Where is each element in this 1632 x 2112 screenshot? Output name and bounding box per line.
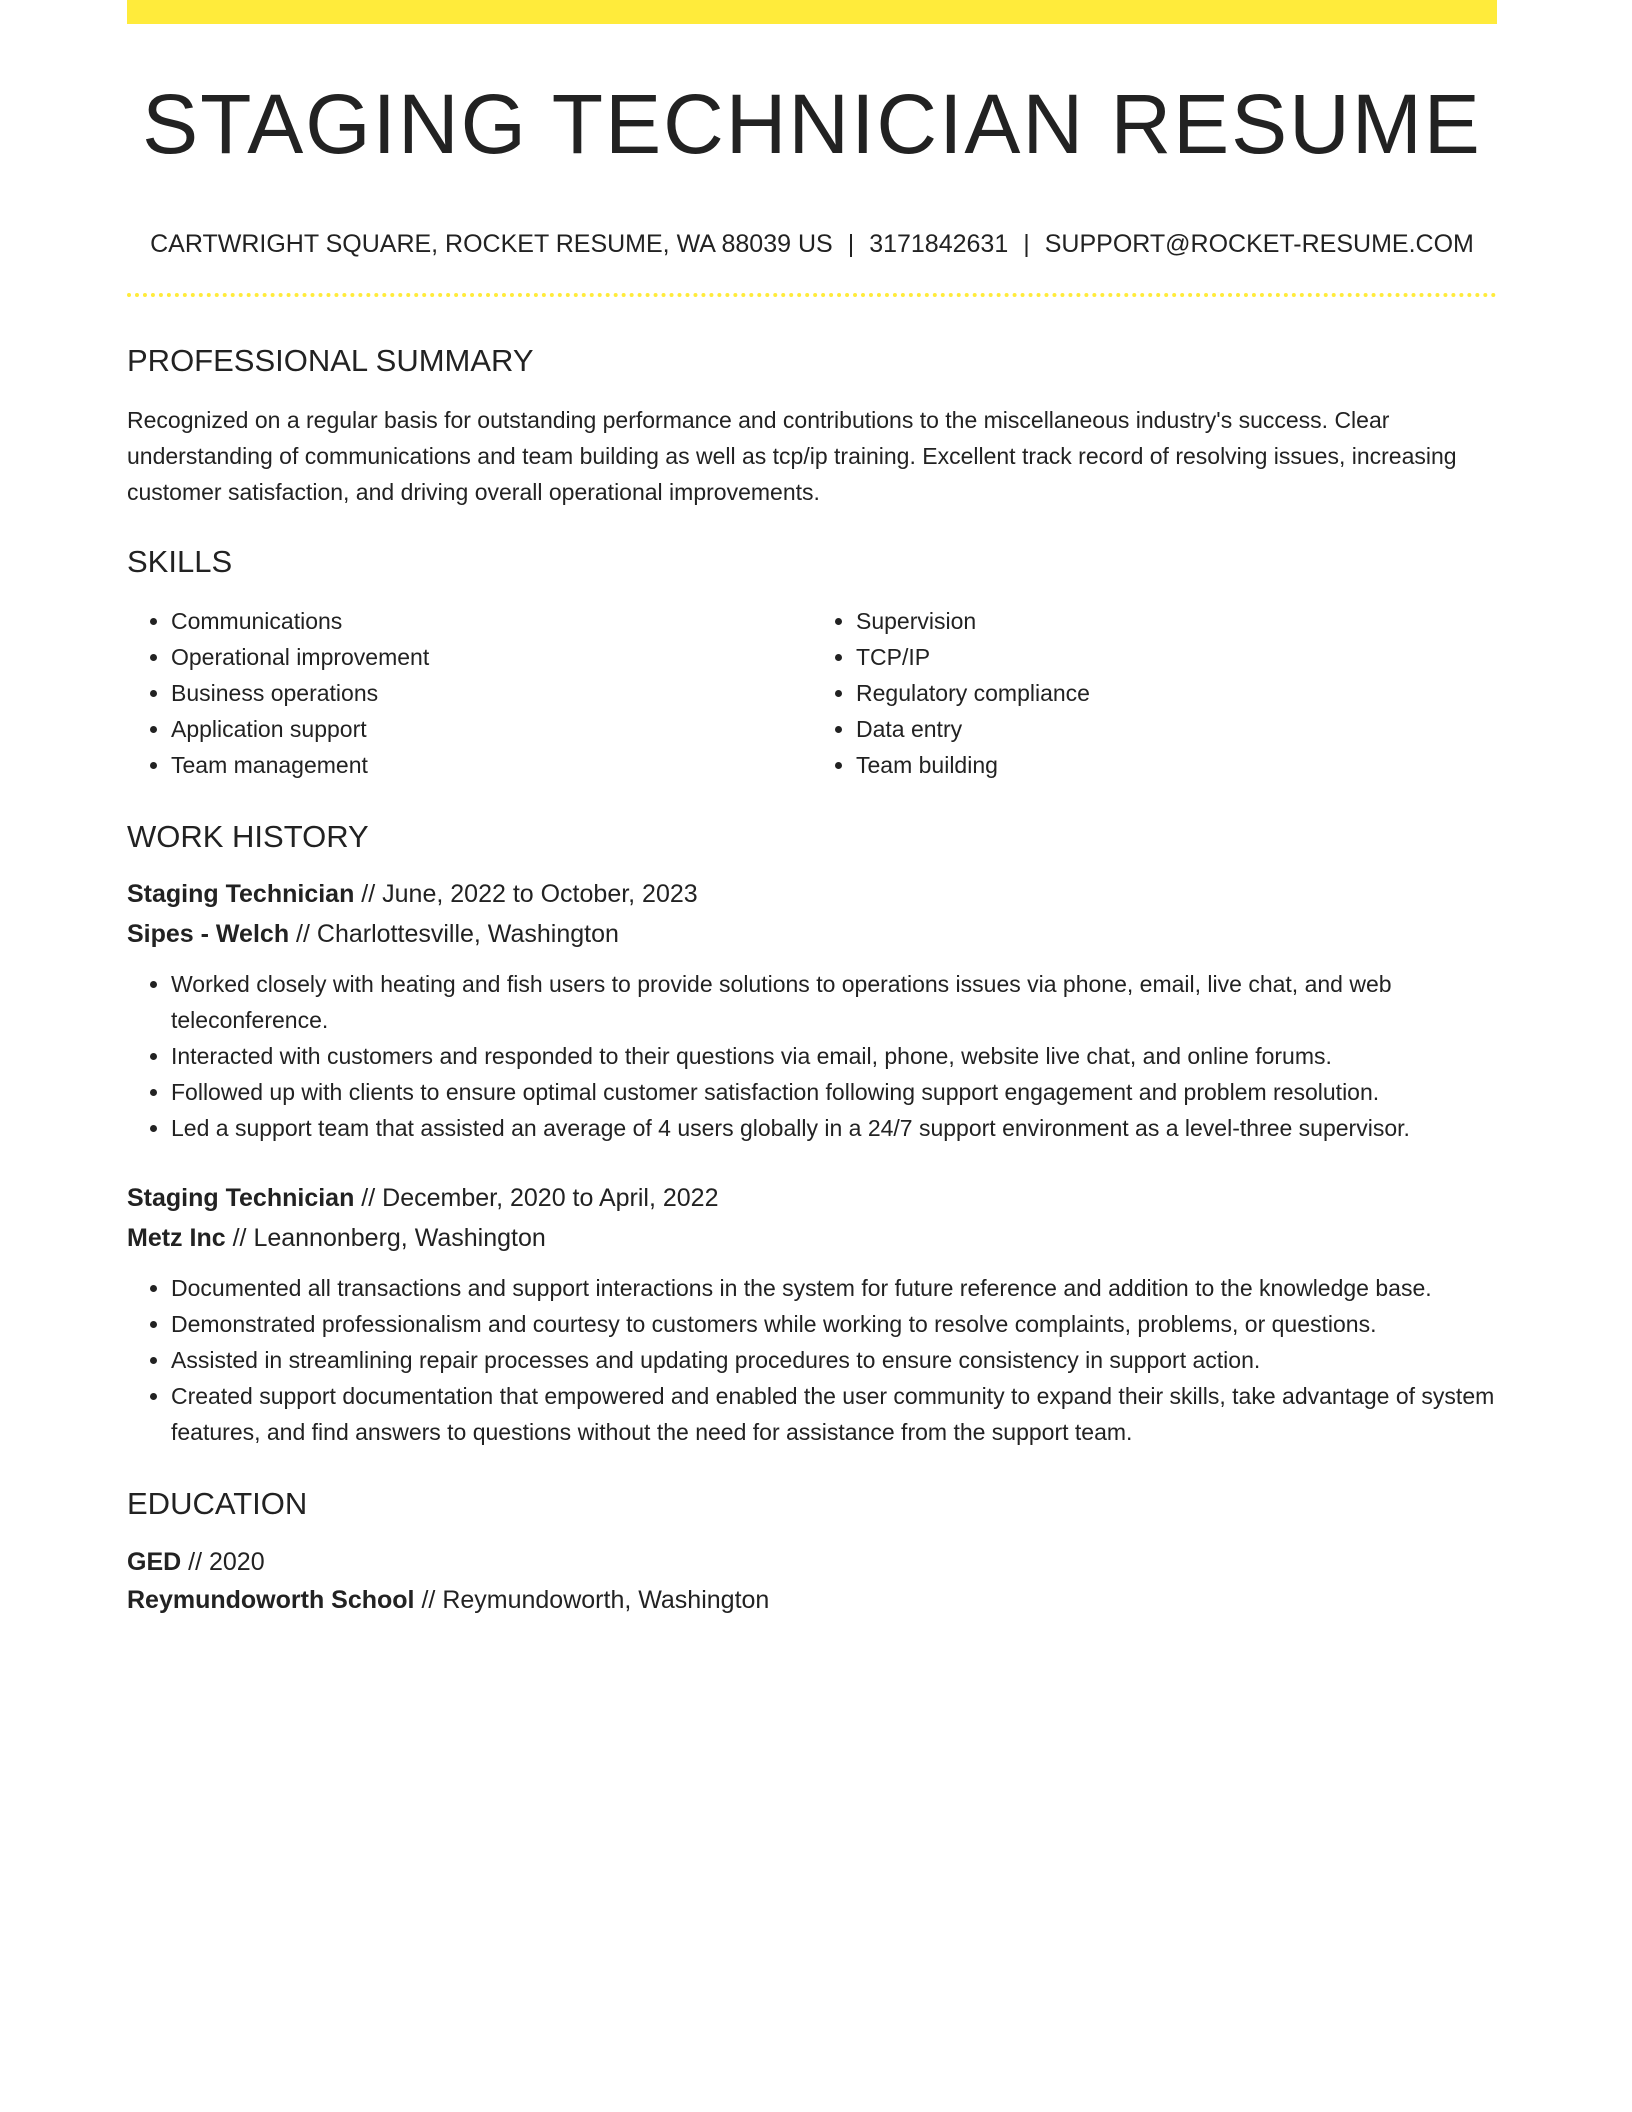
resume-page [127, 0, 1497, 1619]
contact-separator: | [847, 230, 855, 258]
education-location: Reymundoworth, Washington [442, 1586, 770, 1614]
skill-item: • TCP/IP [856, 639, 1497, 675]
job-bullet: • Demonstrated professionalism and courtesy to customers while working to resolve complaints, problems, or questions. [171, 1306, 1497, 1342]
work-history-heading: WORK HISTORY [127, 819, 369, 854]
contact-phone: 3171842631 [869, 230, 1009, 258]
education-school: Reymundoworth School [127, 1586, 415, 1614]
job-bullets [127, 1270, 1497, 1450]
job-bullet: • Followed up with clients to ensure optimal customer satisfaction following support engagement and problem resolution. [171, 1074, 1497, 1110]
education-separator: // [421, 1586, 436, 1614]
job-bullet: • Interacted with customers and responded to their questions via email, phone, website live chat, and online forums. [171, 1038, 1497, 1074]
job-role-line [127, 874, 1497, 914]
job-company: Sipes - Welch [127, 920, 290, 948]
job-bullet: • Documented all transactions and support interactions in the system for future reference and addition to the knowledge base. [171, 1270, 1497, 1306]
education-entry [127, 1543, 1497, 1619]
job-role: Staging Technician [127, 880, 355, 908]
education-heading: EDUCATION [127, 1486, 308, 1521]
job-company: Metz Inc [127, 1224, 226, 1252]
job-location: Leannonberg, Washington [253, 1224, 546, 1252]
skills-column-left [127, 603, 812, 783]
education-degree-line [127, 1543, 1497, 1581]
summary-heading: PROFESSIONAL SUMMARY [127, 343, 534, 378]
skill-item: • Supervision [856, 603, 1497, 639]
job-role-line [127, 1178, 1497, 1218]
job-dates: June, 2022 to October, 2023 [382, 880, 698, 908]
job-bullet: • Assisted in streamlining repair processes and updating procedures to ensure consistency in support action. [171, 1342, 1497, 1378]
summary-text: Recognized on a regular basis for outstanding performance and contributions to the miscellaneous industry's success. Clear understanding of communications and team building as well as tcp/ip training. Excellent track record of resolving issues, increasing customer satisfaction, and driving overall operational improvements. [127, 407, 1457, 505]
contact-email: SUPPORT@ROCKET-RESUME.COM [1044, 230, 1474, 258]
job-location: Charlottesville, Washington [316, 920, 619, 948]
contact-separator: | [1023, 230, 1030, 258]
job-company-line [127, 1218, 1497, 1258]
skills-heading: SKILLS [127, 544, 233, 579]
job-separator: // [296, 920, 310, 948]
top-accent-bar [127, 0, 1497, 24]
skills-list [127, 603, 1497, 783]
contact-address: CARTWRIGHT SQUARE, ROCKET RESUME, WA 88039 US [150, 230, 833, 258]
skill-item: • Communications [171, 603, 812, 639]
job-dates: December, 2020 to April, 2022 [382, 1184, 719, 1212]
job-separator: // [232, 1224, 247, 1252]
job-bullet: • Led a support team that assisted an average of 4 users globally in a 24/7 support environment as a level-three supervisor. [171, 1110, 1497, 1146]
job-role: Staging Technician [127, 1184, 355, 1212]
job-bullet: • Created support documentation that empowered and enabled the user community to expand their skills, take advantage of system features, and find answers to questions without the need for assistance from the support team. [171, 1378, 1497, 1450]
job-separator: // [361, 880, 376, 908]
job-bullet: • Worked closely with heating and fish users to provide solutions to operations issues via phone, email, live chat, and web teleconference. [171, 966, 1497, 1038]
resume-title: STAGING TECHNICIAN RESUME [142, 77, 1482, 171]
job-bullets [127, 966, 1497, 1146]
skills-column-right [812, 603, 1497, 783]
education-degree: GED [127, 1548, 182, 1576]
skill-item: • Data entry [856, 711, 1497, 747]
education-school-line [127, 1581, 1497, 1619]
skill-item: • Business operations [171, 675, 812, 711]
education-year: 2020 [209, 1548, 265, 1576]
skill-item: • Team building [856, 747, 1497, 783]
job-entry [127, 1178, 1497, 1450]
job-separator: // [361, 1184, 376, 1212]
skill-item: • Team management [171, 747, 812, 783]
skill-item: • Regulatory compliance [856, 675, 1497, 711]
job-entry [127, 874, 1497, 1146]
education-separator: // [188, 1548, 203, 1576]
job-company-line [127, 914, 1497, 954]
skill-item: • Operational improvement [171, 639, 812, 675]
skill-item: • Application support [171, 711, 812, 747]
dotted-divider [127, 293, 1497, 297]
contact-line [127, 232, 1497, 257]
